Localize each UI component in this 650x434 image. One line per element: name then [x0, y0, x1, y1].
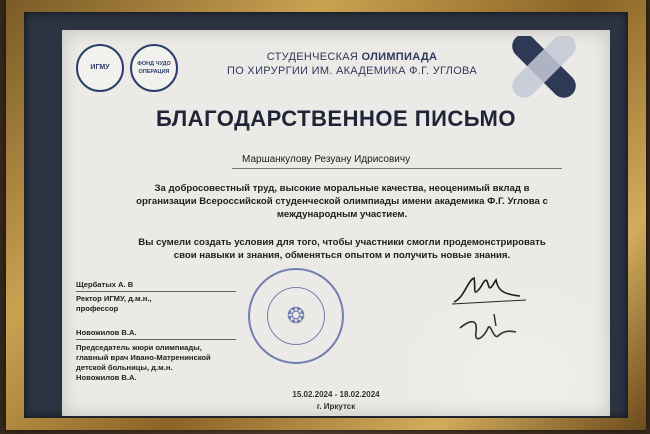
- olympiad-header: [212, 50, 492, 78]
- certificate-title: БЛАГОДАРСТВЕННОЕ ПИСЬМО: [155, 106, 516, 131]
- header-line-1-bold: ОЛИМПИАДА: [361, 51, 438, 63]
- header-line-1-prefix: СТУДЕНЧЕСКАЯ: [266, 51, 362, 63]
- glass-glare: [390, 276, 610, 416]
- header-line-2: ПО ХИРУРГИИ ИМ. АКАДЕМИКА Ф.Г. УГЛОВА: [227, 65, 477, 77]
- body-paragraph-1: За добросовестный труд, высокие моральные качества, неоценимый вклад в организации Всероссийской студенческой олимпиады имени академика Ф.Г. Углова с международным участием.: [136, 183, 548, 220]
- signatory-2-role: Председатель жюри олимпиады, главный врач Ивано-Матренинской детской больницы, д.м.н. Новожилов В.А.: [76, 343, 211, 382]
- signatory-1-role: Ректор ИГМУ, д.м.н., профессор: [76, 294, 152, 313]
- body-paragraph-2: Вы сумели создать условия для того, чтобы участники смогли продемонстрировать свои навыки и знания, обменяться опытом и получить новые знания.: [138, 237, 546, 261]
- signature-line-1: [76, 291, 236, 292]
- logo-group: [76, 44, 178, 92]
- signature-line-2: [76, 339, 236, 340]
- event-city: г. Иркутск: [316, 402, 356, 411]
- signatory-1-name: Щербатых А. В: [76, 280, 134, 289]
- foundation-logo-text: ФОНД ЧУДО ОПЕРАЦИЯ: [137, 61, 171, 75]
- signatory-2-name: Новожилов В.А.: [76, 328, 137, 337]
- university-logo-text: ИГМУ: [90, 64, 110, 71]
- event-dates: 15.02.2024 - 18.02.2024: [292, 390, 380, 399]
- foundation-logo: [130, 44, 178, 92]
- recipient-underline: [232, 168, 562, 169]
- official-stamp: [248, 268, 344, 364]
- header-line-1: [212, 50, 492, 64]
- certificate-paper: [62, 30, 610, 416]
- recipient-name: Маршанкулову Резуану Идрисовичу: [242, 154, 411, 165]
- corner-cross-art: [502, 36, 592, 106]
- university-logo: [76, 44, 124, 92]
- stamp-emblem-icon: ❂: [267, 287, 325, 345]
